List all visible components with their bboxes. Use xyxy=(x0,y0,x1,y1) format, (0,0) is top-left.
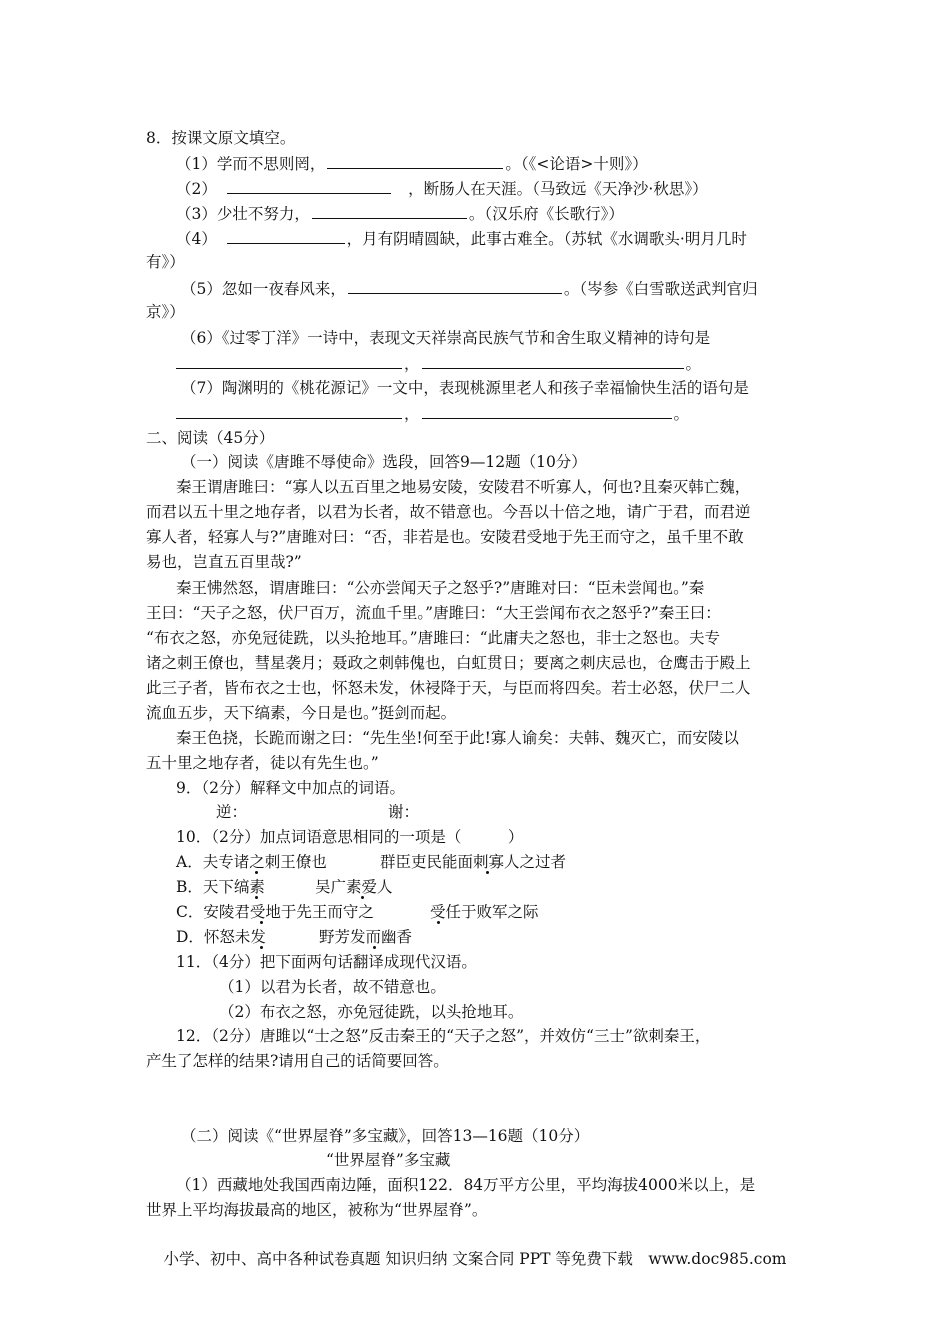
section2-title: 二、阅读（45分） xyxy=(146,429,275,447)
passage-line: 五十里之地存者，徒以有先生也。” xyxy=(146,754,379,772)
passage-line: 易也，岂直五百里哉?” xyxy=(146,553,302,571)
q9-prompt: 9．（2分）解释文中加点的词语。 xyxy=(176,779,405,797)
article-line: （1）西藏地处我国西南边陲，面积122．84万平方公里，平均海拔4000米以上，是 xyxy=(176,1176,756,1194)
emphasis-dot xyxy=(486,871,489,874)
q8-item-6: （6）《过零丁洋》一诗中，表现文天祥崇高民族气节和舍生取义精神的诗句是 xyxy=(181,329,711,347)
q11-prompt: 11．（4分）把下面两句话翻译成现代汉语。 xyxy=(176,953,477,971)
passage-line: 秦王怫然怒，谓唐雎曰：“公亦尝闻天子之怒乎?”唐雎对曰：“臣未尝闻也。”秦 xyxy=(176,579,705,597)
part2-title: （二）阅读《“世界屋脊”多宝藏》，回答13—16题（10分） xyxy=(181,1127,590,1145)
emphasis-dot xyxy=(255,871,258,874)
q8-item-6-blanks: ， 。 xyxy=(176,353,701,374)
q9-word-1: 逆： xyxy=(216,803,248,821)
q8-item-2: （2） ，断肠人在天涯。（马致远《天净沙·秋思》） xyxy=(176,180,708,198)
passage-line: 而君以五十里之地存者，以君为长者，故不错意也。今吾以十倍之地，请广于君，而君逆 xyxy=(146,503,751,521)
emphasis-dot xyxy=(373,946,376,949)
emphasis-dot xyxy=(437,921,440,924)
q8-item-1: （1）学而不思则罔， 。（《<论语>十则》） xyxy=(176,155,648,173)
q10-option-b: B．天下缟素 xyxy=(176,878,265,896)
passage-line: 流血五步，天下缟素，今日是也。”挺剑而起。 xyxy=(146,704,457,722)
q11-sentence-2: （2）布衣之怒，亦免冠徒跣，以头抢地耳。 xyxy=(219,1003,524,1021)
q8-item-7: （7）陶渊明的《桃花源记》一文中，表现桃源里老人和孩子幸福愉快生活的语句是 xyxy=(181,379,749,397)
q12-line-1: 12．（2分）唐雎以“士之怒”反击秦王的“天子之怒”，并效仿“三士”欲刺秦王， xyxy=(176,1027,711,1045)
emphasis-dot xyxy=(255,896,258,899)
q8-item-4: （4） ，月有阴晴圆缺，此事古难全。（苏轼《水调歌头·明月几时 xyxy=(176,230,747,248)
answer-blank[interactable] xyxy=(422,353,684,369)
q11-sentence-1: （1）以君为长者，故不错意也。 xyxy=(219,978,446,996)
passage-line: “布衣之怒，亦免冠徒跣，以头抢地耳。”唐雎曰：“此庸夫之怒也，非士之怒也。夫专 xyxy=(146,629,721,647)
page-footer: 小学、初中、高中各种试卷真题 知识归纳 文案合同 PPT 等免费下载 www.doc985.com xyxy=(163,1250,787,1268)
passage-line: 王曰：“天子之怒，伏尸百万，流血千里。”唐雎曰：“大王尝闻布衣之怒乎?”秦王曰： xyxy=(146,604,721,622)
answer-blank[interactable] xyxy=(348,278,562,294)
q10-option-a: A．夫专诸之刺王僚也 xyxy=(176,853,327,871)
answer-blank[interactable] xyxy=(176,403,402,419)
q9-word-2: 谢： xyxy=(388,803,420,821)
q10-option-d: D．怀怒未发 xyxy=(176,928,266,946)
answer-blank[interactable] xyxy=(312,203,467,219)
q8-item-5: （5）忽如一夜春风来， 。（岑参《白雪歌送武判官归 xyxy=(181,280,758,298)
answer-blank[interactable] xyxy=(327,153,503,169)
q10-option-b-b: 吴广素爱人 xyxy=(315,878,393,896)
q12-line-2: 产生了怎样的结果?请用自己的话简要回答。 xyxy=(146,1052,449,1070)
q10-option-d-b: 野芳发而幽香 xyxy=(319,928,413,946)
passage-line: 秦王色挠，长跪而谢之曰：“先生坐!何至于此!寡人谕矣：夫韩、魏灭亡，而安陵以 xyxy=(176,729,739,747)
answer-blank[interactable] xyxy=(422,403,672,419)
article-line: 世界上平均海拔最高的地区，被称为“世界屋脊”。 xyxy=(146,1201,488,1219)
answer-blank[interactable] xyxy=(227,178,391,194)
emphasis-dot xyxy=(260,946,263,949)
q10-option-a-b: 群臣吏民能面刺寡人之过者 xyxy=(380,853,567,871)
part1-title: （一）阅读《唐雎不辱使命》选段，回答9—12题（10分） xyxy=(181,453,587,471)
answer-blank[interactable] xyxy=(227,228,345,244)
q8-item-4-cont: 有》） xyxy=(146,253,185,271)
q8-item-5-cont: 京》） xyxy=(146,303,185,321)
q8-item-7-blanks: ， 。 xyxy=(176,403,689,424)
emphasis-dot xyxy=(260,921,263,924)
answer-blank[interactable] xyxy=(176,353,402,369)
passage-line: 秦王谓唐雎曰：“寡人以五百里之地易安陵，安陵君不听寡人，何也?且秦灭韩亡魏， xyxy=(176,478,751,496)
q8-title: 8．按课文原文填空。 xyxy=(146,129,296,147)
emphasis-dot xyxy=(361,896,364,899)
q10-prompt: 10．（2分）加点词语意思相同的一项是（ ） xyxy=(176,828,524,846)
q10-option-c: C．安陵君受地于先王而守之 xyxy=(176,903,374,921)
article-title: “世界屋脊”多宝藏 xyxy=(326,1151,451,1169)
q10-option-c-b: 受任于败军之际 xyxy=(430,903,539,921)
q8-item-3: （3）少壮不努力， 。（汉乐府《长歌行》） xyxy=(176,205,624,223)
passage-line: 寡人者，轻寡人与?”唐雎对曰：“否，非若是也。安陵君受地于先王而守之，虽千里不敢 xyxy=(146,528,744,546)
passage-line: 诸之刺王僚也，彗星袭月；聂政之刺韩傀也，白虹贯日；要离之刺庆忌也，仓鹰击于殿上 xyxy=(146,654,751,672)
passage-line: 此三子者，皆布衣之士也，怀怒未发，休祲降于天，与臣而将四矣。若士必怒，伏尸二人 xyxy=(146,679,751,697)
